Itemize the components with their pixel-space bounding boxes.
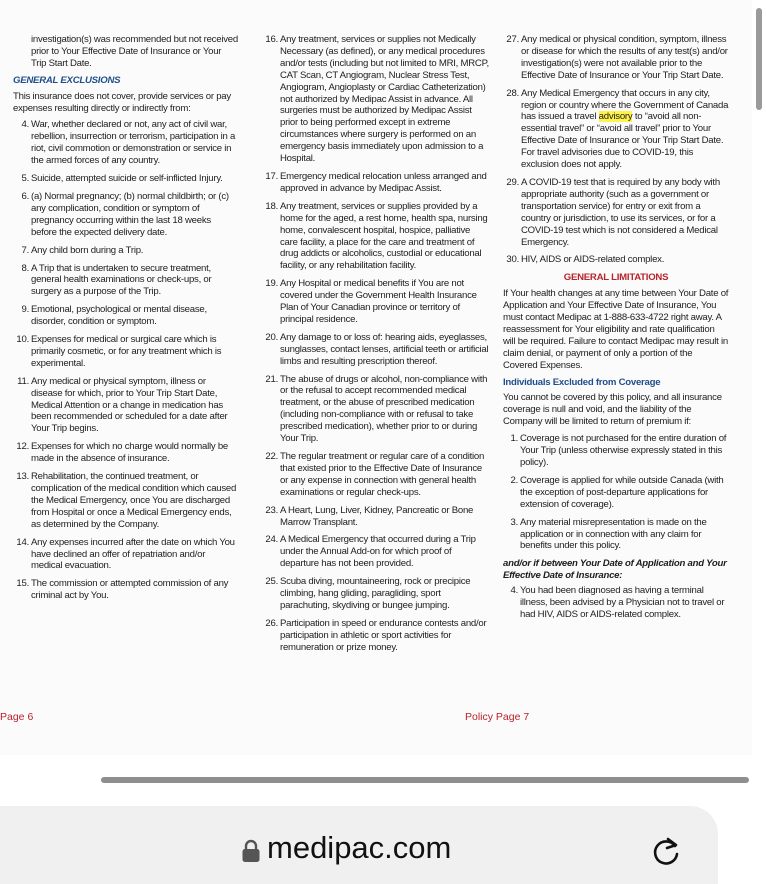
- list-item: [262, 34, 489, 165]
- vertical-scrollbar[interactable]: [756, 8, 762, 110]
- list-item-text: A Heart, Lung, Liver, Kidney, Pancreatic or Bone Marrow Transplant.: [280, 504, 474, 528]
- list-item-number: 8.: [21, 262, 29, 274]
- list-item-text: War, whether declared or not, any act of civil war, rebellion, insurrection or terrorism, participation in a riot, civil commotion or demonstration or service in the armed forces of any country.: [31, 119, 236, 167]
- general-limitations-heading: GENERAL LIMITATIONS: [563, 272, 669, 284]
- list-item-number: 7.: [21, 244, 29, 256]
- list-item-text: Emotional, psychological or mental disease, disorder, condition or symptom.: [31, 304, 207, 328]
- url-text[interactable]: medipac.com: [267, 830, 452, 865]
- list-item-number: 28.: [506, 87, 519, 99]
- list-item-number: 18.: [265, 200, 278, 212]
- list-item: [262, 451, 489, 499]
- list-item: [503, 34, 729, 82]
- list-item: [13, 263, 238, 299]
- list-item: [262, 171, 489, 195]
- list-item-number: 25.: [265, 576, 278, 588]
- list-item: [262, 576, 489, 612]
- list-item-number: 27.: [506, 34, 519, 45]
- list-item: [262, 332, 489, 368]
- intro-text: investigation(s) was recommended but not received prior to Your Effective Date of Insurance or Your Trip Start Date.: [31, 34, 238, 69]
- list-item-number: 24.: [265, 534, 278, 546]
- list-item: [13, 334, 238, 370]
- exclusions-lead: This insurance does not cover, provide services or pay expenses resulting directly or indirectly from:: [13, 90, 231, 114]
- list-item-text: Emergency medical relocation unless arranged and approved in advance by Medipac Assist.: [280, 170, 487, 194]
- between-list: [503, 585, 729, 621]
- list-item-text: Coverage is not purchased for the entire duration of Your Trip (unless otherwise expressly stated in this policy).: [520, 433, 727, 468]
- list-item-text: Any treatment, services or supplies not Medically Necessary (as defined), or any medical procedures and/or tests (including but not limited to MRI, MRCP, CAT Scan, CT Angiogram, Nuclear Stress Test, Angiogram, Angioplasty or Cardiac Catheterization) not authorized by Medipac Assist in advance. All surgeries must be authorized by Medipac Assist prior to being performed except in extreme circumstances where surgery is performed on an emergency basis immediately upon admission to a Hospital.: [280, 34, 489, 165]
- column-left: [13, 34, 238, 608]
- list-item-text: Any expenses incurred after the date on which You have declined an offer of repatriation and/or medical evacuation.: [31, 536, 235, 572]
- list-item-number: 30.: [506, 254, 519, 266]
- list-item: [13, 304, 238, 328]
- exclusions-list-left: [13, 119, 238, 602]
- list-item: [13, 245, 238, 257]
- horizontal-scrollbar[interactable]: [101, 777, 749, 783]
- list-item-text: Any child born during a Trip.: [31, 244, 144, 256]
- lock-icon: [241, 839, 261, 863]
- list-item-number: 4.: [21, 119, 29, 131]
- individuals-excluded-heading: Individuals Excluded from Coverage: [503, 376, 661, 388]
- list-item: [503, 585, 729, 621]
- list-item-text: Any Hospital or medical benefits if You are not covered under the Government Health Insurance Plan of Your Canadian province or territory of principal residence.: [280, 278, 477, 325]
- list-item-text: Any damage to or loss of: hearing aids, eyeglasses, sunglasses, contact lenses, artificial teeth or artificial limbs and resulting prescription thereof.: [280, 331, 489, 367]
- list-item-text: A Medical Emergency that occurred during a Trip under the Annual Add-on for which proof of departure has not been provided.: [280, 534, 476, 570]
- list-item-number: 15.: [16, 578, 29, 590]
- list-item-number: 5.: [21, 173, 29, 185]
- list-item: [262, 374, 489, 445]
- list-item-number: 22.: [265, 451, 278, 462]
- list-item-number: 29.: [506, 176, 519, 188]
- list-item-text: Any Medical Emergency that occurs in any city, region or country where the Government of Canada has issued a travel: [521, 87, 729, 123]
- list-item-text: Rehabilitation, the continued treatment, or complication of the medical condition which caused the Medical Emergency, once You are discharged from Hospital or once a Medical Emergency ends, as determined by the Company.: [31, 471, 237, 530]
- list-item-text: Scuba diving, mountaineering, rock or precipice climbing, hang gliding, paragliding, sport parachuting, skydiving or bungee jumping.: [280, 576, 471, 611]
- list-item: [13, 441, 238, 465]
- general-limitations-text: If Your health changes at any time between Your Date of Application and Your Effective Date of Insurance, You must contact Medipac at 1-888-633-4722 right away. A reassessment for Your eligibility and rate qualification will be required. Failure to contact Medipac may result in claim denial, or payment of only a portion of the Covered Expenses.: [503, 288, 729, 371]
- list-item: [503, 254, 729, 266]
- list-item-number: 4.: [510, 585, 518, 597]
- list-item-text: HIV, AIDS or AIDS-related complex.: [521, 254, 665, 266]
- list-item-text: (a) Normal pregnancy; (b) normal childbirth; or (c) any complication, condition or symptom of pregnancy occurring within the last 18 weeks before the expected delivery date.: [31, 190, 229, 238]
- list-item-number: 9.: [21, 304, 29, 316]
- list-item-number: 10.: [16, 334, 29, 346]
- general-exclusions-heading: GENERAL EXCLUSIONS: [13, 74, 121, 86]
- list-item: [503, 433, 729, 469]
- list-item: [13, 119, 238, 167]
- list-item: [503, 475, 729, 511]
- list-item: [262, 534, 489, 570]
- list-item-number: 20.: [265, 331, 278, 343]
- list-item: [262, 618, 489, 654]
- list-item-number: 13.: [16, 471, 29, 483]
- list-item-number: 12.: [16, 441, 29, 453]
- list-item: [13, 173, 238, 185]
- list-item: [13, 537, 238, 573]
- list-item-text: Expenses for which no charge would normally be made in the absence of insurance.: [31, 441, 229, 465]
- column-right: [503, 34, 729, 627]
- list-item-number: 11.: [17, 375, 29, 387]
- list-item-text: The commission or attempted commission of any criminal act by You.: [31, 578, 229, 602]
- list-item-number: 19.: [265, 278, 278, 290]
- list-item-number: 2.: [510, 474, 518, 486]
- list-item-number: 17.: [265, 170, 278, 182]
- list-item-text: Any medical or physical condition, symptom, illness or disease for which the results of any test(s) and/or investigation(s) were not available prior to the Effective Date of Insurance or Your Trip Start Date.: [521, 34, 728, 81]
- list-item: [262, 505, 489, 529]
- list-item-text: A Trip that is undertaken to secure treatment, general health examinations or check-ups, or surgery as a purpose of the Trip.: [31, 262, 212, 298]
- highlighted-word: advisory: [598, 111, 633, 123]
- list-item-number: 21.: [265, 373, 278, 385]
- list-item: [262, 278, 489, 326]
- list-item-number: 23.: [265, 504, 278, 516]
- reload-icon[interactable]: [648, 833, 684, 869]
- list-item: [13, 471, 238, 531]
- list-item-number: 1.: [510, 433, 518, 445]
- list-item: [13, 578, 238, 602]
- individuals-excluded-text: You cannot be covered by this policy, and all insurance coverage is null and void, and the liability of the Company will be limited to return of premium if:: [503, 392, 722, 428]
- list-item-text: Suicide, attempted suicide or self-inflicted Injury.: [31, 173, 223, 185]
- page-number-7: Policy Page 7: [465, 711, 530, 723]
- list-item-text: Participation in speed or endurance contests and/or participation in athletic or sport activities for remuneration or prize money.: [280, 617, 487, 653]
- exclusions-list-middle: [262, 34, 489, 654]
- list-item-number: 26.: [265, 617, 278, 629]
- exclusions-list-right: [503, 34, 729, 266]
- list-item-text: The abuse of drugs or alcohol, non-compliance with or the refusal to accept recommended medical treatment, or the abuse of prescribed medication (including non-compliance with or refusal to take prescribed medication), whether prior to or during Your Trip.: [280, 373, 488, 445]
- list-item-text: The regular treatment or regular care of a condition that existed prior to the Effective Date of Insurance or any expense in connection with general health examinations or regular check-ups.: [280, 451, 485, 498]
- between-dates-heading: and/or if between Your Date of Application and Your Effective Date of Insurance:: [503, 558, 727, 582]
- list-item: [13, 376, 238, 436]
- list-item-text: Any medical or physical symptom, illness or disease for which, prior to Your Trip Start Date, Medical Attention or a change in medication has been recommended or scheduled for a date after Your Trip begins.: [31, 375, 228, 435]
- list-item: [13, 191, 238, 239]
- list-item: [503, 88, 729, 171]
- list-item-number: 16.: [265, 34, 278, 45]
- list-item-text: A COVID-19 test that is required by any body with appropriate authority (such as a government or transportation service) for entry or exit from a country or jurisdiction, to use its services, or for a COVID-19 test which is not considered a Medical Emergency.: [521, 176, 720, 248]
- list-item-text: Any material misrepresentation is made on the application or in connection with any claim for benefits under this policy.: [520, 516, 707, 552]
- list-item: [503, 517, 729, 553]
- list-item-number: 6.: [21, 190, 29, 202]
- list-item-text: Any treatment, services or supplies provided by a home for the aged, a rest home, health spa, nursing home, convalescent hospital, hospice, palliative care facility, a place for the care and treatment of drug addicts or alcoholics, custodial or educational facility, or any rehabilitation facility.: [280, 200, 488, 272]
- list-item-text: You had been diagnosed as having a terminal illness, been advised by a Physician not to travel or had HIV, AIDS or AIDS-related complex.: [520, 585, 725, 620]
- list-item-text: to “avoid all non-essential travel” or “avoid all travel” prior to Your Effective Date of Insurance or Your Trip Start Date. For travel advisories due to COVID-19, this exclusion does not apply.: [521, 111, 724, 171]
- list-item-number: 3.: [510, 516, 518, 528]
- list-item-number: 14.: [16, 536, 29, 548]
- list-item-text: Coverage is applied for while outside Canada (with the exception of post-departure applications for extension of coverage).: [520, 474, 724, 510]
- excluded-list: [503, 433, 729, 552]
- page-number-6: Page 6: [0, 711, 34, 723]
- list-item: [503, 177, 729, 248]
- list-item: [262, 201, 489, 272]
- column-middle: [262, 34, 489, 660]
- list-item-text: Expenses for medical or surgical care which is primarily cosmetic, or for any treatment which is experimental.: [31, 334, 222, 369]
